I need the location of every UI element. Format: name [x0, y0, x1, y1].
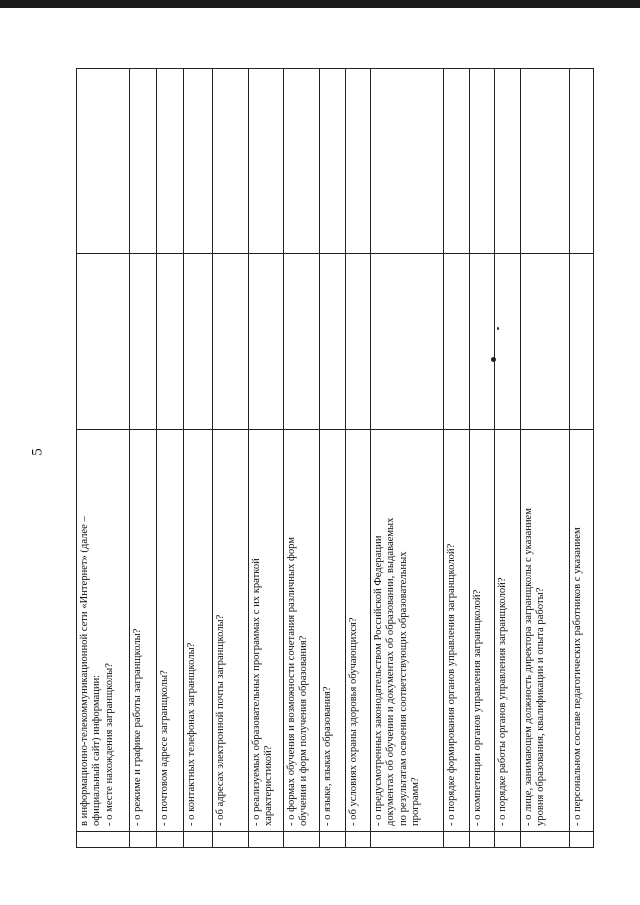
question-text-line: - о реализуемых образовательных программах с их краткой — [251, 558, 262, 826]
table-row — [520, 68, 569, 848]
table-row-divider — [494, 68, 495, 848]
table-row-divider — [183, 68, 184, 848]
rotated-table-page — [76, 68, 594, 848]
question-text-line: - о порядке формирования органов управления загранщколой? — [446, 543, 457, 826]
table-row-divider — [129, 68, 130, 848]
question-cell-text — [572, 436, 584, 826]
question-cell-text — [251, 436, 276, 826]
table-row — [129, 68, 156, 848]
table-row-divider — [319, 68, 320, 848]
table-row — [156, 68, 183, 848]
question-cell-text — [132, 436, 144, 826]
question-text-line: - о формах обучения и возможности сочетания различных форм — [286, 537, 297, 826]
table-row-divider — [520, 68, 521, 848]
question-text-line: - об адресах электронной почты загранщколы? — [215, 614, 226, 826]
question-text-line: - о компетенции органов управления загранщколой? — [472, 589, 483, 826]
table-row — [494, 68, 520, 848]
table-row — [345, 68, 370, 848]
table-row — [319, 68, 345, 848]
table-row — [569, 68, 594, 848]
question-cell-text — [497, 436, 509, 826]
question-cell-text — [348, 436, 360, 826]
question-text-line: - о контактных телефонах загранщколы? — [186, 642, 197, 826]
question-text-line: характеристикой? — [263, 745, 275, 826]
question-cell-text — [286, 436, 311, 826]
table-row — [212, 68, 248, 848]
table-row — [183, 68, 212, 848]
page-number: 5 — [29, 448, 46, 456]
question-text-line: официальный сайт) информации: — [91, 674, 103, 826]
scan-edge — [0, 0, 640, 8]
question-cell-text — [322, 436, 334, 826]
question-text-line: - о порядке работы органов управления загранщколой? — [497, 577, 508, 826]
table-row-divider — [345, 68, 346, 848]
table-row — [443, 68, 469, 848]
table-row — [370, 68, 443, 848]
table-row-divider — [156, 68, 157, 848]
question-cell-text — [79, 436, 116, 826]
question-cell-text — [159, 436, 171, 826]
question-cell-text — [446, 436, 458, 826]
table-row-divider — [248, 68, 249, 848]
table-row-divider — [469, 68, 470, 848]
question-cell-text — [472, 436, 484, 826]
question-cell-text — [215, 436, 227, 826]
question-cell-text — [373, 436, 423, 826]
question-text-line: документах об обучении и документах об образовании, выдаваемых — [385, 517, 397, 826]
table-row-divider — [569, 68, 570, 848]
table-row-divider — [283, 68, 284, 848]
question-text-line: в информационно-телекоммуникационной сети «Интернет» (далее – — [79, 516, 90, 826]
question-text-line: - об условиях охраны здоровья обучающихся? — [348, 617, 359, 826]
question-text-line: - о персональном составе педагогических работников с указанием — [572, 527, 583, 826]
table-row-divider — [443, 68, 444, 848]
question-text-line: - о месте нахождения загранщколы? — [103, 663, 115, 826]
question-text-line: по результатам освоения соответствующих образовательных — [397, 551, 409, 826]
table-row — [469, 68, 494, 848]
table-row-divider — [212, 68, 213, 848]
question-text-line: - о предусмотренных законодательством Российской Федерации — [373, 535, 384, 826]
table-row — [283, 68, 319, 848]
table-row — [248, 68, 283, 848]
table-row-divider — [370, 68, 371, 848]
question-text-line: программ? — [410, 777, 422, 826]
question-cell-text — [523, 436, 548, 826]
question-text-line: - о режиме и графике работы загранщколы? — [132, 628, 143, 826]
question-text-line: - о языке, языках образования? — [322, 686, 333, 826]
table-row — [76, 68, 129, 848]
question-text-line: уровня образования, квалификации и опыта работы? — [535, 587, 547, 826]
question-text-line: - о почтовом адресе загранщколы? — [159, 670, 170, 826]
question-text-line: - о лице, занимающем должность директора загранщколы с указанием — [523, 508, 534, 826]
question-cell-text — [186, 436, 198, 826]
question-text-line: обучения и форм получения образования? — [298, 635, 310, 826]
